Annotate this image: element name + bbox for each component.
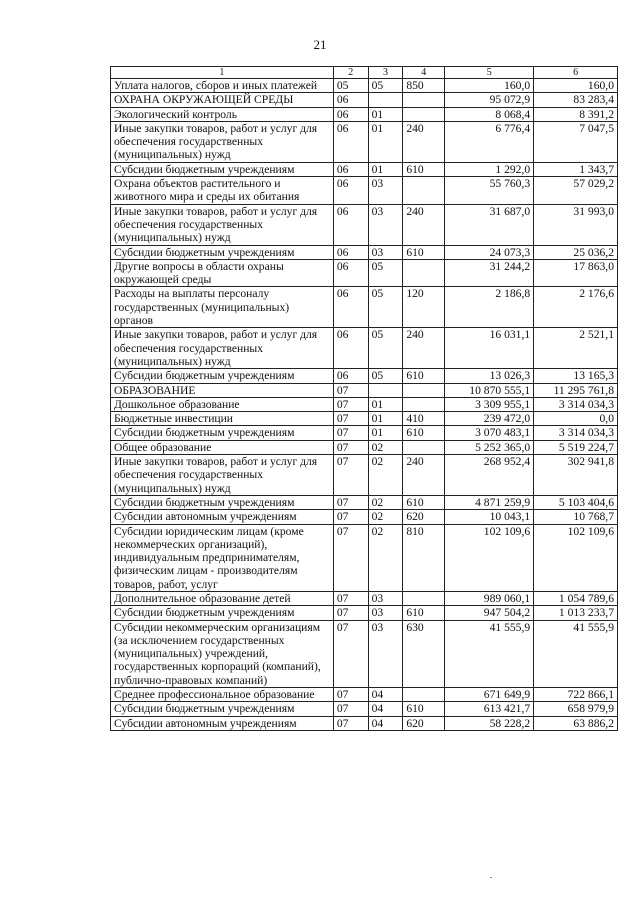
table-row	[111, 177, 618, 205]
row-amount-year1: 989 060,1	[445, 591, 534, 605]
budget-table	[110, 66, 618, 731]
row-amount-year1: 10 870 555,1	[445, 383, 534, 397]
column-header: 5	[445, 67, 534, 79]
row-section-code: 07	[333, 383, 368, 397]
row-expense-type-code	[403, 177, 445, 205]
row-subsection-code: 04	[368, 688, 403, 702]
table-row	[111, 287, 618, 328]
page-number: 21	[313, 37, 327, 52]
row-amount-year2: 3 314 034,3	[534, 397, 618, 411]
row-amount-year1: 10 043,1	[445, 510, 534, 524]
table-row	[111, 606, 618, 620]
row-name-cell: Субсидии автономным учреждениям	[111, 716, 334, 730]
table-row	[111, 455, 618, 496]
row-amount-year1: 2 186,8	[445, 287, 534, 328]
row-subsection-code: 04	[368, 702, 403, 716]
table-row	[111, 328, 618, 369]
row-amount-year2: 658 979,9	[534, 702, 618, 716]
table-row	[111, 383, 618, 397]
table-row	[111, 426, 618, 440]
row-expense-type-code: 620	[403, 716, 445, 730]
row-amount-year1: 31 244,2	[445, 259, 534, 287]
row-name-cell: Иные закупки товаров, работ и услуг для обеспечения государственных (муниципальных) нужд	[111, 121, 334, 162]
row-subsection-code: 05	[368, 328, 403, 369]
row-amount-year1: 5 252 365,0	[445, 440, 534, 454]
row-amount-year2: 83 283,4	[534, 93, 618, 107]
row-amount-year1: 3 309 955,1	[445, 397, 534, 411]
row-subsection-code: 01	[368, 107, 403, 121]
row-amount-year2: 302 941,8	[534, 455, 618, 496]
row-name-cell: Субсидии бюджетным учреждениям	[111, 369, 334, 383]
table-row	[111, 440, 618, 454]
row-name-cell: Экологический контроль	[111, 107, 334, 121]
row-expense-type-code	[403, 688, 445, 702]
row-name-cell: Уплата налогов, сборов и иных платежей	[111, 79, 334, 93]
table-row	[111, 259, 618, 287]
row-name-cell: Субсидии бюджетным учреждениям	[111, 426, 334, 440]
row-section-code: 06	[333, 93, 368, 107]
row-section-code: 07	[333, 620, 368, 687]
row-amount-year2: 8 391,2	[534, 107, 618, 121]
row-amount-year2: 10 768,7	[534, 510, 618, 524]
row-name-cell: Субсидии бюджетным учреждениям	[111, 245, 334, 259]
table-row	[111, 121, 618, 162]
row-section-code: 06	[333, 204, 368, 245]
row-subsection-code: 04	[368, 716, 403, 730]
row-section-code: 07	[333, 495, 368, 509]
row-expense-type-code: 240	[403, 204, 445, 245]
row-name-cell: Субсидии бюджетным учреждениям	[111, 162, 334, 176]
row-section-code: 07	[333, 591, 368, 605]
column-header: 1	[111, 67, 334, 79]
row-subsection-code: 03	[368, 245, 403, 259]
table-row	[111, 397, 618, 411]
row-amount-year1: 671 649,9	[445, 688, 534, 702]
row-amount-year1: 31 687,0	[445, 204, 534, 245]
row-name-cell: Среднее профессиональное образование	[111, 688, 334, 702]
row-name-cell: Иные закупки товаров, работ и услуг для обеспечения государственных (муниципальных) нужд	[111, 455, 334, 496]
row-amount-year1: 24 073,3	[445, 245, 534, 259]
row-subsection-code: 02	[368, 524, 403, 591]
row-section-code: 06	[333, 107, 368, 121]
row-amount-year2: 722 866,1	[534, 688, 618, 702]
table-row	[111, 524, 618, 591]
row-amount-year2: 3 314 034,3	[534, 426, 618, 440]
row-name-cell: Дополнительное образование детей	[111, 591, 334, 605]
row-expense-type-code: 850	[403, 79, 445, 93]
table-row	[111, 620, 618, 687]
row-subsection-code: 05	[368, 287, 403, 328]
row-subsection-code: 01	[368, 162, 403, 176]
row-name-cell: Иные закупки товаров, работ и услуг для обеспечения государственных (муниципальных) нужд	[111, 204, 334, 245]
row-expense-type-code	[403, 383, 445, 397]
column-header: 2	[333, 67, 368, 79]
row-subsection-code: 03	[368, 606, 403, 620]
row-subsection-code	[368, 93, 403, 107]
row-amount-year1: 947 504,2	[445, 606, 534, 620]
row-name-cell: Субсидии бюджетным учреждениям	[111, 702, 334, 716]
row-amount-year2: 1 013 233,7	[534, 606, 618, 620]
row-amount-year2: 41 555,9	[534, 620, 618, 687]
row-amount-year1: 8 068,4	[445, 107, 534, 121]
row-section-code: 06	[333, 121, 368, 162]
row-subsection-code	[368, 383, 403, 397]
row-expense-type-code: 630	[403, 620, 445, 687]
row-subsection-code: 03	[368, 620, 403, 687]
table-row	[111, 107, 618, 121]
column-header: 6	[534, 67, 618, 79]
row-name-cell: Субсидии автономным учреждениям	[111, 510, 334, 524]
row-subsection-code: 03	[368, 177, 403, 205]
table-row	[111, 510, 618, 524]
row-section-code: 06	[333, 245, 368, 259]
table-row	[111, 204, 618, 245]
row-section-code: 06	[333, 369, 368, 383]
row-amount-year1: 3 070 483,1	[445, 426, 534, 440]
row-expense-type-code: 810	[403, 524, 445, 591]
row-name-cell: Субсидии некоммерческим организациям (за исключением государственных (муниципальных) учреждений, государственных корпораций (компаний), публично-правовых компаний)	[111, 620, 334, 687]
row-amount-year2: 1 054 789,6	[534, 591, 618, 605]
row-section-code: 07	[333, 716, 368, 730]
row-amount-year1: 160,0	[445, 79, 534, 93]
row-subsection-code: 02	[368, 455, 403, 496]
row-subsection-code: 05	[368, 369, 403, 383]
table-body	[111, 79, 618, 731]
table-row	[111, 79, 618, 93]
row-section-code: 07	[333, 688, 368, 702]
row-section-code: 07	[333, 426, 368, 440]
row-amount-year2: 2 176,6	[534, 287, 618, 328]
row-subsection-code: 02	[368, 440, 403, 454]
row-amount-year1: 4 871 259,9	[445, 495, 534, 509]
row-amount-year1: 1 292,0	[445, 162, 534, 176]
column-number-row	[111, 67, 618, 79]
row-amount-year1: 613 421,7	[445, 702, 534, 716]
row-subsection-code: 01	[368, 397, 403, 411]
row-section-code: 07	[333, 606, 368, 620]
row-amount-year2: 11 295 761,8	[534, 383, 618, 397]
row-expense-type-code: 610	[403, 606, 445, 620]
row-section-code: 05	[333, 79, 368, 93]
row-amount-year1: 6 776,4	[445, 121, 534, 162]
row-name-cell: Субсидии бюджетным учреждениям	[111, 495, 334, 509]
column-header: 4	[403, 67, 445, 79]
row-name-cell: Бюджетные инвестиции	[111, 412, 334, 426]
row-expense-type-code: 610	[403, 369, 445, 383]
row-section-code: 07	[333, 412, 368, 426]
row-section-code: 06	[333, 328, 368, 369]
row-name-cell: Иные закупки товаров, работ и услуг для обеспечения государственных (муниципальных) нужд	[111, 328, 334, 369]
row-amount-year1: 16 031,1	[445, 328, 534, 369]
row-name-cell: ОБРАЗОВАНИЕ	[111, 383, 334, 397]
row-name-cell: Другие вопросы в области охраны окружающей среды	[111, 259, 334, 287]
table-row	[111, 93, 618, 107]
row-expense-type-code: 120	[403, 287, 445, 328]
row-amount-year2: 17 863,0	[534, 259, 618, 287]
row-subsection-code: 01	[368, 426, 403, 440]
row-amount-year1: 95 072,9	[445, 93, 534, 107]
row-amount-year1: 55 760,3	[445, 177, 534, 205]
table-row	[111, 702, 618, 716]
row-name-cell: Общее образование	[111, 440, 334, 454]
row-name-cell: Субсидии юридическим лицам (кроме некоммерческих организаций), индивидуальным предпринимателям, физическим лицам - производителям товаров, работ, услуг	[111, 524, 334, 591]
row-section-code: 06	[333, 287, 368, 328]
row-amount-year1: 58 228,2	[445, 716, 534, 730]
row-expense-type-code	[403, 591, 445, 605]
table-row	[111, 716, 618, 730]
column-header: 3	[368, 67, 403, 79]
row-expense-type-code	[403, 397, 445, 411]
row-amount-year1: 268 952,4	[445, 455, 534, 496]
row-section-code: 07	[333, 702, 368, 716]
row-section-code: 07	[333, 397, 368, 411]
row-expense-type-code: 610	[403, 162, 445, 176]
row-amount-year2: 25 036,2	[534, 245, 618, 259]
row-amount-year1: 13 026,3	[445, 369, 534, 383]
row-section-code: 07	[333, 440, 368, 454]
table-row	[111, 162, 618, 176]
row-section-code: 07	[333, 510, 368, 524]
row-section-code: 06	[333, 259, 368, 287]
table-row	[111, 688, 618, 702]
row-subsection-code: 05	[368, 79, 403, 93]
row-amount-year1: 102 109,6	[445, 524, 534, 591]
row-amount-year1: 41 555,9	[445, 620, 534, 687]
row-expense-type-code: 610	[403, 702, 445, 716]
row-subsection-code: 03	[368, 591, 403, 605]
row-expense-type-code	[403, 440, 445, 454]
row-expense-type-code: 410	[403, 412, 445, 426]
scan-speck	[490, 877, 492, 878]
row-amount-year2: 1 343,7	[534, 162, 618, 176]
row-amount-year2: 5 103 404,6	[534, 495, 618, 509]
row-subsection-code: 01	[368, 412, 403, 426]
row-section-code: 06	[333, 162, 368, 176]
row-name-cell: Субсидии бюджетным учреждениям	[111, 606, 334, 620]
row-expense-type-code: 240	[403, 455, 445, 496]
row-name-cell: ОХРАНА ОКРУЖАЮЩЕЙ СРЕДЫ	[111, 93, 334, 107]
row-subsection-code: 02	[368, 495, 403, 509]
row-amount-year2: 2 521,1	[534, 328, 618, 369]
row-expense-type-code	[403, 107, 445, 121]
row-amount-year2: 13 165,3	[534, 369, 618, 383]
row-subsection-code: 03	[368, 204, 403, 245]
row-amount-year2: 160,0	[534, 79, 618, 93]
table-row	[111, 591, 618, 605]
row-expense-type-code: 240	[403, 328, 445, 369]
row-expense-type-code: 610	[403, 245, 445, 259]
row-subsection-code: 02	[368, 510, 403, 524]
row-amount-year2: 5 519 224,7	[534, 440, 618, 454]
row-amount-year2: 0,0	[534, 412, 618, 426]
row-expense-type-code	[403, 259, 445, 287]
row-name-cell: Дошкольное образование	[111, 397, 334, 411]
row-name-cell: Охрана объектов растительного и животного мира и среды их обитания	[111, 177, 334, 205]
row-section-code: 06	[333, 177, 368, 205]
table-row	[111, 369, 618, 383]
row-expense-type-code: 620	[403, 510, 445, 524]
row-section-code: 07	[333, 455, 368, 496]
row-subsection-code: 05	[368, 259, 403, 287]
row-section-code: 07	[333, 524, 368, 591]
row-name-cell: Расходы на выплаты персоналу государственных (муниципальных) органов	[111, 287, 334, 328]
table-row	[111, 495, 618, 509]
row-expense-type-code: 610	[403, 426, 445, 440]
row-expense-type-code: 240	[403, 121, 445, 162]
row-amount-year2: 57 029,2	[534, 177, 618, 205]
row-expense-type-code: 610	[403, 495, 445, 509]
row-expense-type-code	[403, 93, 445, 107]
row-subsection-code: 01	[368, 121, 403, 162]
row-amount-year2: 7 047,5	[534, 121, 618, 162]
table-row	[111, 412, 618, 426]
table-row	[111, 245, 618, 259]
row-amount-year1: 239 472,0	[445, 412, 534, 426]
row-amount-year2: 31 993,0	[534, 204, 618, 245]
row-amount-year2: 102 109,6	[534, 524, 618, 591]
row-amount-year2: 63 886,2	[534, 716, 618, 730]
